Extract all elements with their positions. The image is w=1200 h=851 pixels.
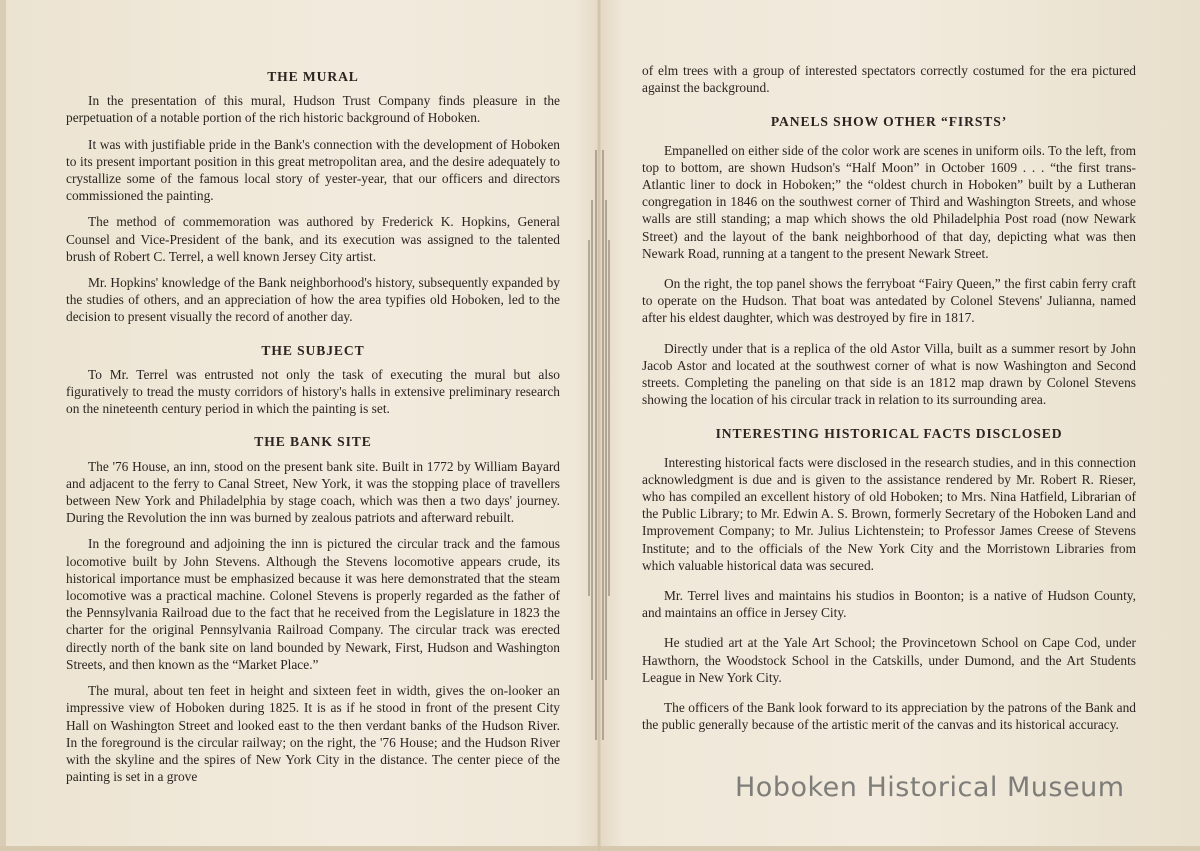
facts-paragraph: Interesting historical facts were disclosed in the research studies, and in this connection acknowledgment is due and is given to the assistance rendered by Mr. Robert R. Rieser, who has compiled an excellent history of old Hoboken; to Mrs. Nina Hatfield, Librarian of the Public Library; to Mr. Edwin A. S. Brown, formerly Secretary of the Hoboken Land and Improvement Company; to Mr. Julius Lichtenstein; to Professor James Creese of Stevens Institute; and to the officials of the New York City and the Morristown Libraries from which valuable historical data was secured. bbox=[642, 454, 1136, 573]
mural-paragraph: Mr. Hopkins' knowledge of the Bank neighborhood's history, subsequently expanded by the studies of others, and an appreciation of how the area typifies old Hoboken, led to the decision to present visually the record of another day. bbox=[66, 275, 560, 325]
right-column bbox=[642, 0, 1136, 747]
panels-paragraph: Directly under that is a replica of the old Astor Villa, built as a summer resort by John Jacob Astor and located at the southwest corner of what is now Washington and Second streets. Completing the paneling on that side is an 1812 map drawn by Colonel Stevens showing the location of his circular track in relation to its surrounding area. bbox=[642, 340, 1136, 408]
museum-watermark: Hoboken Historical Museum bbox=[735, 772, 1125, 803]
panels-paragraph: On the right, the top panel shows the ferryboat “Fairy Queen,” the first cabin ferry craft to operate on the Hudson. That boat was antedated by Colonel Stevens' Julianna, named after his eldest daughter, which was destroyed by fire in 1817. bbox=[642, 276, 1136, 326]
bank-site-paragraph: The '76 House, an inn, stood on the present bank site. Built in 1772 by William Bayard and adjacent to the ferry to Canal Street, New York, it was the stopping place of travellers between New York and Philadelphia by stage coach, which was then a two days' journey. During the Revolution the inn was burned by zealous patriots and afterward rebuilt. bbox=[66, 458, 560, 526]
continuation-paragraph: of elm trees with a group of interested spectators correctly costumed for the era pictured against the background. bbox=[642, 63, 1136, 96]
bank-site-paragraph: In the foreground and adjoining the inn is pictured the circular track and the famous locomotive built by John Stevens. Although the Stevens locomotive appears crude, its historical importance must be emphasized because it was here demonstrated that the steam locomotive was a practical machine. Colonel Stevens is properly regarded as the father of the Pennsylvania Railroad due to the fact that he received from the Legislature in 1823 the charter for the original Pennsylvania Railroad Company. The circular track was erected directly north of the bank site on land bounded by Newark, First, Hudson and Washington Streets, and then known as the “Market Place.” bbox=[66, 536, 560, 672]
facts-paragraph: He studied art at the Yale Art School; the Provincetown School on Cape Cod, under Hawthorn, the Woodstock School in the Catskills, under Dumond, and the Art Students League in New York City. bbox=[642, 635, 1136, 685]
heading-interesting-historical-facts: INTERESTING HISTORICAL FACTS DISCLOSED bbox=[715, 426, 1063, 442]
mural-paragraph: In the presentation of this mural, Hudson Trust Company finds pleasure in the perpetuation of a notable portion of the rich historic background of Hoboken. bbox=[66, 93, 560, 126]
mural-paragraph: The method of commemoration was authored by Frederick K. Hopkins, General Counsel and Vice-President of the bank, and its execution was assigned to the talented brush of Robert C. Terrel, a well known Jersey City artist. bbox=[66, 214, 560, 264]
left-column bbox=[66, 0, 560, 794]
heading-panels-show-other-firsts: PANELS SHOW OTHER “FIRSTS’ bbox=[770, 114, 1008, 130]
heading-the-subject: THE SUBJECT bbox=[261, 342, 365, 358]
facts-paragraph: Mr. Terrel lives and maintains his studios in Boonton; is a native of Hudson County, and maintains an office in Jersey City. bbox=[642, 588, 1136, 621]
panels-paragraph: Empanelled on either side of the color work are scenes in uniform oils. To the left, from top to bottom, are shown Hudson's “Half Moon” in October 1609 . . . “the first trans-Atlantic liner to dock in Hoboken;” the “oldest church in Hoboken” built by a Lutheran congregation in 1846 on the southwest corner of Third and Washington Streets, and whose walls are still standing; a map which shows the old Philadelphia Post road (now Newark Street) and the layout of the bank neighborhood of that day, depicting what was then Newark Road, running at a tangent to the present Newark Street. bbox=[642, 142, 1136, 261]
subject-paragraph: To Mr. Terrel was entrusted not only the task of executing the mural but also figuratively to tread the musty corridors of history's halls in extensive preliminary research on the nineteenth century period in which the painting is set. bbox=[66, 366, 560, 417]
heading-the-bank-site: THE BANK SITE bbox=[254, 434, 372, 450]
heading-the-mural: THE MURAL bbox=[267, 69, 359, 84]
bank-site-paragraph: The mural, about ten feet in height and sixteen feet in width, gives the on-looker an impressive view of Hoboken during 1825. It is as if he stood in front of the present City Hall on Washington Street and looked east to the then verdant banks of the Hudson River. In the foreground is the circular railway; on the right, the '76 House; and the Hudson River with the skyline and the spires of New York City in the distance. The center piece of the painting is set in a grove bbox=[66, 683, 560, 785]
facts-paragraph: The officers of the Bank look forward to its appreciation by the patrons of the Bank and the public generally because of the artistic merit of the canvas and its historical accuracy. bbox=[642, 700, 1136, 733]
mural-paragraph: It was with justifiable pride in the Bank's connection with the development of Hoboken to its present important position in this great metropolitan area, and the desire adequately to crystallize some of the famous local story of yester-year, that our officers and directors commissioned the painting. bbox=[66, 136, 560, 204]
